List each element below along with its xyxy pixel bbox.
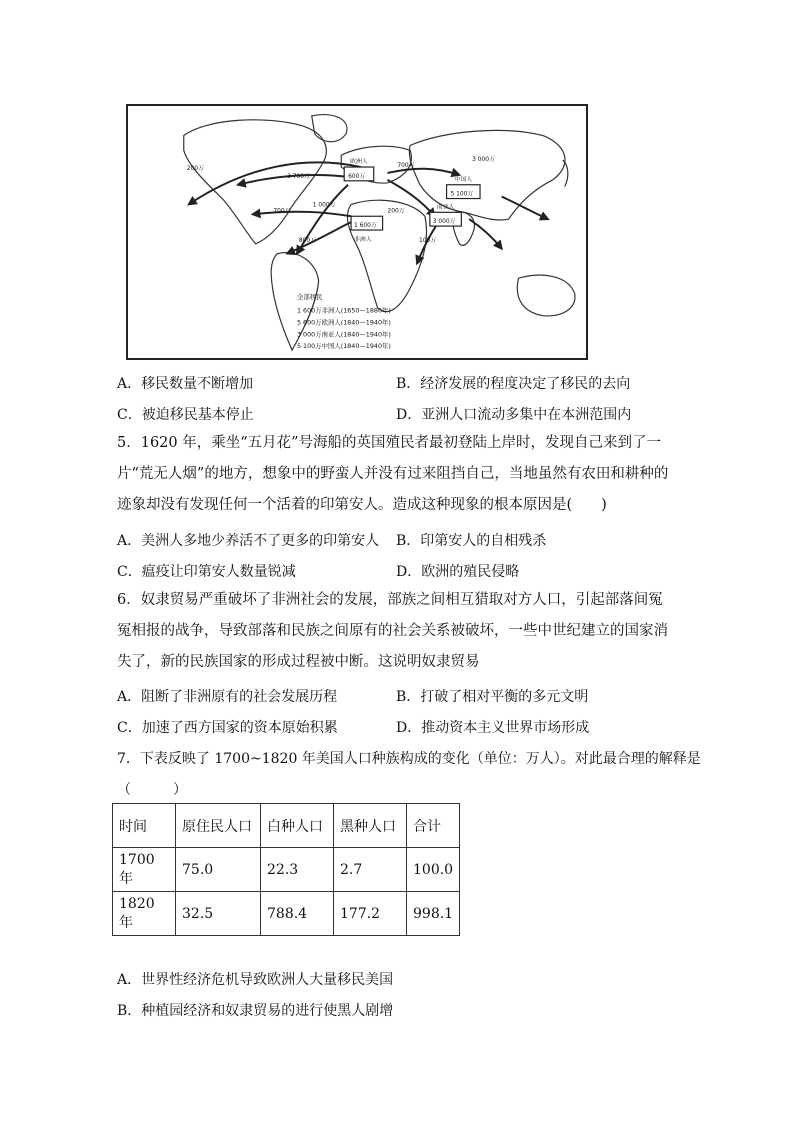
table-header-cell: 合计 <box>407 804 460 848</box>
flow-label: 1 600万 <box>354 223 377 230</box>
flow-label: 非洲人 <box>354 236 372 243</box>
japan-shape <box>563 160 568 187</box>
flow-label: 100万 <box>419 237 437 244</box>
map-legend <box>297 292 391 350</box>
table-header-cell: 原住民人口 <box>176 804 261 848</box>
flow-label: 3 000万 <box>472 157 495 164</box>
q6-option-d[interactable]: D．推动资本主义世界市场形成 <box>396 720 590 736</box>
greenland-shape <box>312 115 347 142</box>
flow-label: 600万 <box>348 173 366 180</box>
q6-option-a[interactable]: A．阻断了非洲原有的社会发展历程 <box>117 689 338 705</box>
legend-item: 1 600万非洲人(1650—1880年) <box>296 306 391 315</box>
table-cell: 1820 年 <box>113 892 176 936</box>
flow-label: 700万 <box>273 208 291 215</box>
q5-option-d[interactable]: D．欧洲的殖民侵略 <box>396 564 520 580</box>
q7-option-b[interactable]: B．种植园经济和奴隶贸易的进行使黑人剧增 <box>117 1003 394 1019</box>
table-cell: 177.2 <box>334 892 407 936</box>
table-cell: 788.4 <box>261 892 334 936</box>
table-header-cell: 白种人口 <box>261 804 334 848</box>
q4-option-c[interactable]: C．被迫移民基本停止 <box>117 407 254 423</box>
q7-option-a[interactable]: A．世界性经济危机导致欧洲人大量移民美国 <box>117 972 394 988</box>
table-cell: 2.7 <box>334 848 407 892</box>
flow-label: 700万 <box>397 163 415 170</box>
table-row <box>113 892 460 936</box>
q7-stem: 7．下表反映了 1700~1820 年美国人口种族构成的变化（单位：万人）。对此最合理的解释是 <box>117 751 701 767</box>
arrow-africa-north-america <box>253 212 351 217</box>
table-cell: 22.3 <box>261 848 334 892</box>
migration-map <box>126 104 588 360</box>
flow-label: 中国人 <box>454 176 473 183</box>
q6-option-c[interactable]: C．加速了西方国家的资本原始积累 <box>117 720 338 736</box>
table-cell: 1700 年 <box>113 848 176 892</box>
flow-label: 800万 <box>298 237 317 244</box>
table-cell: 998.1 <box>407 892 460 936</box>
legend-title: 全部移民 <box>296 292 323 301</box>
table-header-cell: 时间 <box>113 804 176 848</box>
q5-stem: 5．1620 年，乘坐“五月花”号海船的英国殖民者最初登陆上岸时，发现自己来到了一片“荒无人烟”的地方，想象中的野蛮人并没有过来阻挡自己，当地虽然有农田和耕种的迹象却没有发现任何一个活着的印第安人。造成这种现象的根本原因是( ) <box>117 435 669 513</box>
asia-shape <box>409 130 565 220</box>
table-row <box>113 848 460 892</box>
flow-label: 200万 <box>186 165 204 172</box>
q4-option-d[interactable]: D．亚洲人口流动多集中在本洲范围内 <box>396 407 632 423</box>
legend-item: 5 100万中国人(1840—1940年) <box>296 342 391 351</box>
arrow-southasia-east <box>469 219 501 249</box>
flow-label: 1 000万 <box>312 202 336 209</box>
q5-option-c[interactable]: C．瘟疫让印第安人数量锐减 <box>117 564 296 580</box>
table-header-cell: 黑种人口 <box>334 804 407 848</box>
q6-option-b[interactable]: B．打破了相对平衡的多元文明 <box>396 689 589 705</box>
table-cell: 75.0 <box>176 848 261 892</box>
q5-option-b[interactable]: B．印第安人的自相残杀 <box>396 533 547 549</box>
q7-answer-paren: （ ） <box>117 782 187 798</box>
table-cell: 32.5 <box>176 892 261 936</box>
population-table <box>112 803 460 936</box>
arrow-europe-asia <box>388 169 460 175</box>
table-header-row <box>113 804 460 848</box>
q6-stem: 6．奴隶贸易严重破坏了非洲社会的发展，部族之间相互猎取对方人口，引起部落间冤冤相报的战争，导致部落和民族之间原有的社会关系被破坏，一些中世纪建立的国家消失了，新的民族国家的形成过程被中断。这说明奴隶贸易 <box>117 592 668 670</box>
table-cell: 100.0 <box>407 848 460 892</box>
flow-label: 欧洲人 <box>350 159 368 166</box>
legend-item: 5 600万欧洲人(1840—1940年) <box>296 318 391 327</box>
legend-item: 3 000万南亚人(1840—1940年) <box>296 330 391 339</box>
flow-label: 200万 <box>387 208 405 215</box>
world-migration-map-svg <box>128 106 586 358</box>
continent-outlines <box>184 115 575 350</box>
q5-option-a[interactable]: A．美洲人多地少养活不了更多的印第安人 <box>117 533 380 549</box>
australia-shape <box>517 275 575 316</box>
q4-option-a[interactable]: A．移民数量不断增加 <box>117 376 254 392</box>
flow-label: 3 000万 <box>432 219 456 226</box>
flow-label: 3 700万 <box>287 173 310 180</box>
flow-label: 5 100万 <box>450 191 474 198</box>
q4-option-b[interactable]: B．经济发展的程度决定了移民的去向 <box>396 376 631 392</box>
flow-label: 南亚人 <box>436 204 455 211</box>
arrow-africa-south-america <box>287 222 351 254</box>
